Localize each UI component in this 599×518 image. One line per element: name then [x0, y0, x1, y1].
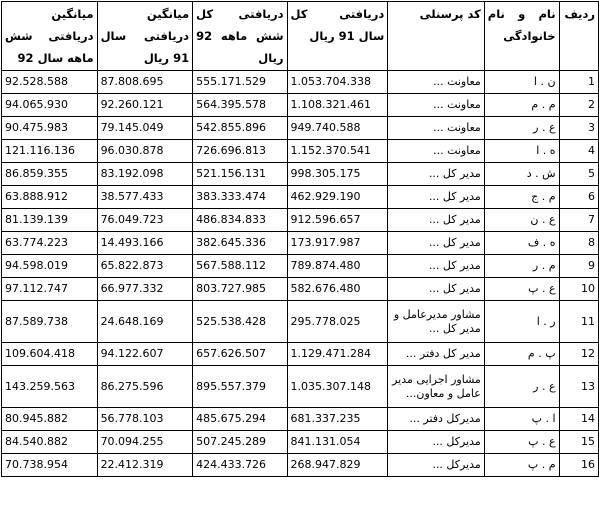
header-total-91: دریافتی کل سال 91 ریال: [287, 2, 388, 71]
row-index-cell: 8: [559, 232, 598, 255]
row-avg-91-cell: 87.808.695: [97, 71, 193, 94]
row-name-cell: ع . ر: [484, 117, 559, 140]
table-row: [2, 343, 599, 366]
header-avg-92: میانگین دریافتی شش ماهه سال 92: [2, 2, 98, 71]
row-avg-92-cell: 143.259.563: [2, 366, 98, 408]
header-avg-91: میانگین دریافتی سال 91 ریال: [97, 2, 193, 71]
row-avg-91-cell: 14.493.166: [97, 232, 193, 255]
row-index-cell: 7: [559, 209, 598, 232]
row-code-cell: مدیر کل ...: [388, 278, 485, 301]
table-row: [2, 454, 599, 477]
row-avg-92-cell: 63.774.223: [2, 232, 98, 255]
row-index-cell: 10: [559, 278, 598, 301]
row-total-91-cell: 1.035.307.148: [287, 366, 388, 408]
row-avg-92-cell: 94.065.930: [2, 94, 98, 117]
row-total-92-cell: 555.171.529: [193, 71, 287, 94]
table-row: [2, 408, 599, 431]
row-total-92-cell: 895.557.379: [193, 366, 287, 408]
row-avg-92-cell: 97.112.747: [2, 278, 98, 301]
row-total-91-cell: 582.676.480: [287, 278, 388, 301]
row-code-cell: مدیر کل ...: [388, 232, 485, 255]
row-total-91-cell: 681.337.235: [287, 408, 388, 431]
row-total-92-cell: 803.727.985: [193, 278, 287, 301]
row-name-cell: م . پ: [484, 454, 559, 477]
row-avg-91-cell: 70.094.255: [97, 431, 193, 454]
table-row: [2, 71, 599, 94]
row-total-91-cell: 1.108.321.461: [287, 94, 388, 117]
header-row: [2, 2, 599, 71]
row-total-91-cell: 268.947.829: [287, 454, 388, 477]
row-code-cell: معاونت ...: [388, 140, 485, 163]
row-index-cell: 11: [559, 301, 598, 343]
row-name-cell: ش . د: [484, 163, 559, 186]
row-name-cell: ر . ا: [484, 301, 559, 343]
row-code-cell: مدیر کل ...: [388, 186, 485, 209]
header-name: نام و نام خانوادگی: [484, 2, 559, 71]
row-code-cell: معاونت ...: [388, 94, 485, 117]
row-total-91-cell: 462.929.190: [287, 186, 388, 209]
row-avg-92-cell: 92.528.588: [2, 71, 98, 94]
row-avg-91-cell: 83.192.098: [97, 163, 193, 186]
row-code-cell: مدیرکل دفتر ...: [388, 408, 485, 431]
row-total-92-cell: 507.245.289: [193, 431, 287, 454]
row-total-92-cell: 382.645.336: [193, 232, 287, 255]
row-total-91-cell: 295.778.025: [287, 301, 388, 343]
row-total-92-cell: 564.395.578: [193, 94, 287, 117]
row-total-92-cell: 521.156.131: [193, 163, 287, 186]
header-code: کد پرسنلی: [388, 2, 485, 71]
table-row: [2, 94, 599, 117]
row-code-cell: مدیر کل دفتر ...: [388, 343, 485, 366]
row-total-92-cell: 657.626.507: [193, 343, 287, 366]
row-total-92-cell: 525.538.428: [193, 301, 287, 343]
row-total-91-cell: 1.152.370.541: [287, 140, 388, 163]
table-row: [2, 186, 599, 209]
row-avg-91-cell: 66.977.332: [97, 278, 193, 301]
row-avg-91-cell: 92.260.121: [97, 94, 193, 117]
row-total-92-cell: 567.588.112: [193, 255, 287, 278]
row-name-cell: ه . ف: [484, 232, 559, 255]
table-row: [2, 140, 599, 163]
table-body: [2, 71, 599, 477]
row-total-92-cell: 542.855.896: [193, 117, 287, 140]
row-name-cell: م . ر: [484, 255, 559, 278]
table-row: [2, 163, 599, 186]
row-total-91-cell: 1.129.471.284: [287, 343, 388, 366]
row-avg-92-cell: 70.738.954: [2, 454, 98, 477]
row-code-cell: معاونت ...: [388, 71, 485, 94]
row-index-cell: 16: [559, 454, 598, 477]
row-index-cell: 13: [559, 366, 598, 408]
row-total-91-cell: 789.874.480: [287, 255, 388, 278]
table-row: [2, 278, 599, 301]
row-avg-92-cell: 81.139.139: [2, 209, 98, 232]
row-name-cell: پ . م: [484, 343, 559, 366]
row-name-cell: ع . ر: [484, 366, 559, 408]
row-avg-91-cell: 79.145.049: [97, 117, 193, 140]
row-avg-91-cell: 76.049.723: [97, 209, 193, 232]
row-total-92-cell: 424.433.726: [193, 454, 287, 477]
row-avg-92-cell: 86.859.355: [2, 163, 98, 186]
row-total-91-cell: 998.305.175: [287, 163, 388, 186]
table-row: [2, 366, 599, 408]
row-avg-92-cell: 84.540.882: [2, 431, 98, 454]
row-name-cell: ع . ن: [484, 209, 559, 232]
table-row: [2, 301, 599, 343]
row-index-cell: 12: [559, 343, 598, 366]
row-index-cell: 15: [559, 431, 598, 454]
row-avg-91-cell: 94.122.607: [97, 343, 193, 366]
row-avg-92-cell: 109.604.418: [2, 343, 98, 366]
row-avg-92-cell: 80.945.882: [2, 408, 98, 431]
row-index-cell: 4: [559, 140, 598, 163]
row-name-cell: ن . ا: [484, 71, 559, 94]
row-name-cell: ع . پ: [484, 431, 559, 454]
row-index-cell: 2: [559, 94, 598, 117]
row-avg-91-cell: 56.778.103: [97, 408, 193, 431]
row-total-91-cell: 841.131.054: [287, 431, 388, 454]
row-code-cell: مشاور اجرایی مدیر عامل و معاون...: [388, 366, 485, 408]
row-name-cell: م . ج: [484, 186, 559, 209]
row-index-cell: 1: [559, 71, 598, 94]
row-name-cell: ا . پ: [484, 408, 559, 431]
header-total-92: دریافتی کل شش ماهه 92 ریال: [193, 2, 287, 71]
table-row: [2, 117, 599, 140]
row-avg-91-cell: 22.412.319: [97, 454, 193, 477]
row-total-92-cell: 486.834.833: [193, 209, 287, 232]
salary-table: [1, 1, 599, 477]
row-avg-91-cell: 24.648.169: [97, 301, 193, 343]
row-avg-92-cell: 90.475.983: [2, 117, 98, 140]
table-row: [2, 232, 599, 255]
row-avg-92-cell: 63.888.912: [2, 186, 98, 209]
row-total-92-cell: 485.675.294: [193, 408, 287, 431]
row-total-92-cell: 383.333.474: [193, 186, 287, 209]
row-avg-91-cell: 65.822.873: [97, 255, 193, 278]
row-total-91-cell: 173.917.987: [287, 232, 388, 255]
row-index-cell: 14: [559, 408, 598, 431]
row-code-cell: مدیر کل ...: [388, 163, 485, 186]
row-total-91-cell: 949.740.588: [287, 117, 388, 140]
row-avg-91-cell: 96.030.878: [97, 140, 193, 163]
row-avg-92-cell: 94.598.019: [2, 255, 98, 278]
table-row: [2, 209, 599, 232]
row-code-cell: مدیر کل ...: [388, 255, 485, 278]
table-row: [2, 431, 599, 454]
row-index-cell: 6: [559, 186, 598, 209]
row-total-92-cell: 726.696.813: [193, 140, 287, 163]
row-code-cell: مشاور مدیرعامل و مدیر کل ...: [388, 301, 485, 343]
row-avg-91-cell: 86.275.596: [97, 366, 193, 408]
row-code-cell: مدیرکل ...: [388, 454, 485, 477]
row-avg-92-cell: 87.589.738: [2, 301, 98, 343]
row-name-cell: م . م: [484, 94, 559, 117]
row-code-cell: مدیرکل ...: [388, 431, 485, 454]
row-code-cell: مدیر کل ...: [388, 209, 485, 232]
row-name-cell: ه . ا: [484, 140, 559, 163]
row-total-91-cell: 1.053.704.338: [287, 71, 388, 94]
row-avg-92-cell: 121.116.136: [2, 140, 98, 163]
row-index-cell: 9: [559, 255, 598, 278]
row-index-cell: 3: [559, 117, 598, 140]
header-index: ردیف: [559, 2, 598, 71]
row-index-cell: 5: [559, 163, 598, 186]
row-code-cell: معاونت ...: [388, 117, 485, 140]
row-name-cell: ع . پ: [484, 278, 559, 301]
row-avg-91-cell: 38.577.433: [97, 186, 193, 209]
row-total-91-cell: 912.596.657: [287, 209, 388, 232]
table-row: [2, 255, 599, 278]
